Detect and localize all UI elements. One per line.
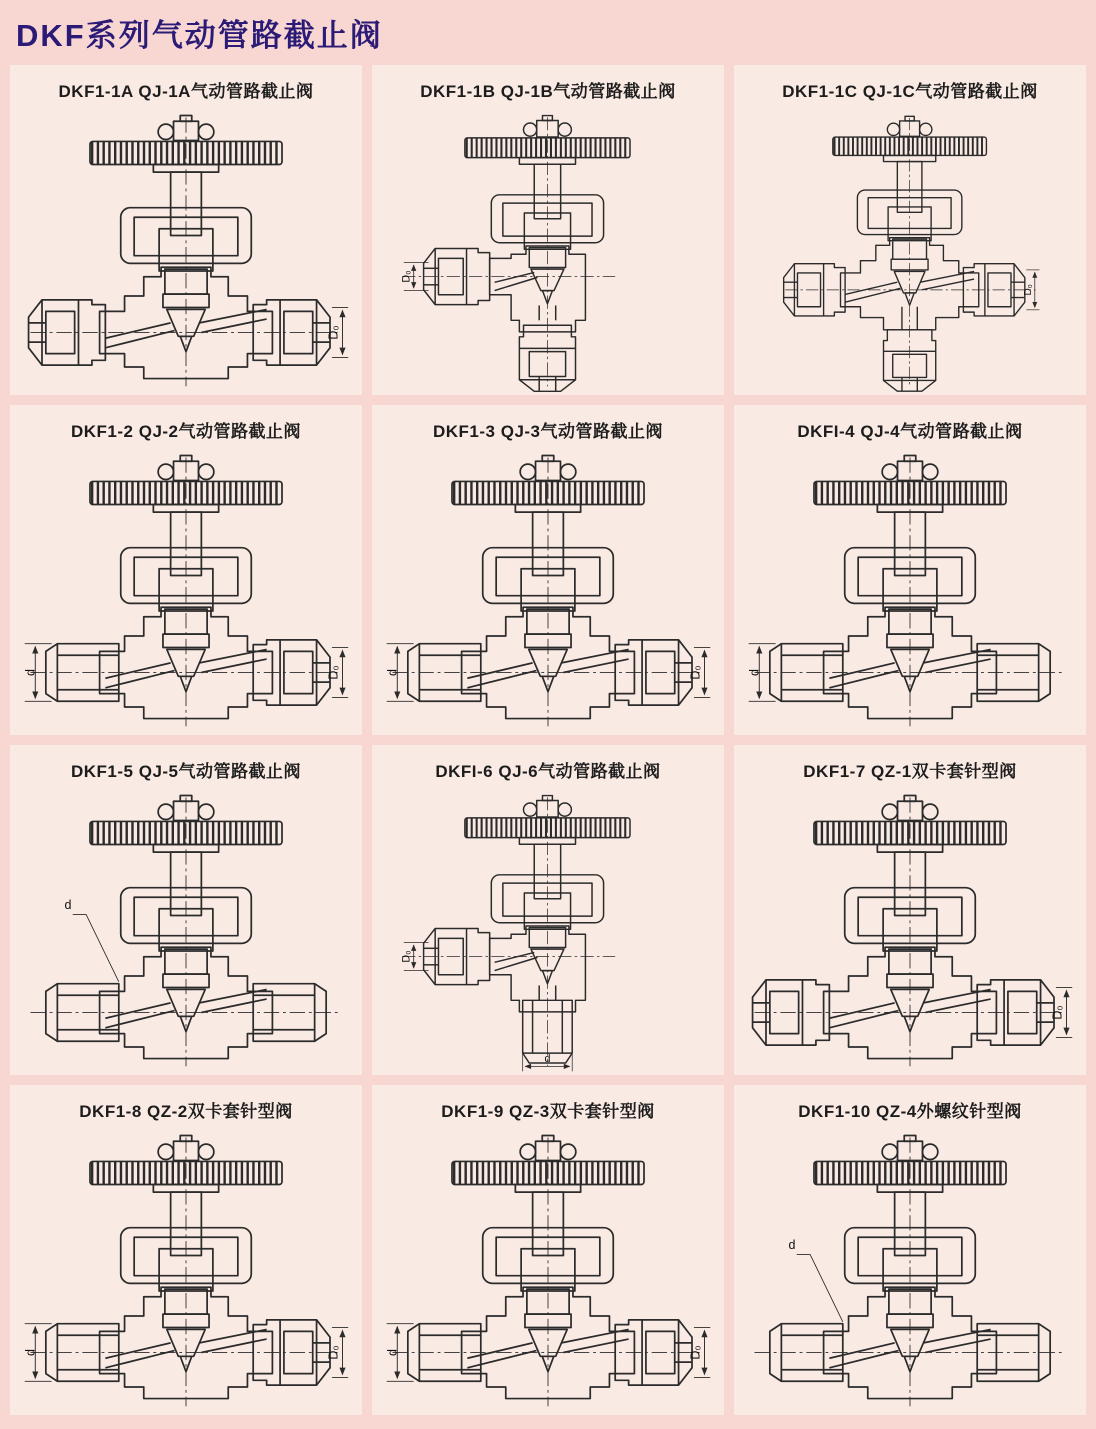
valve-drawing-angle-thread-bottom [381, 784, 715, 1072]
valve-drawing-straight-threaded [19, 784, 353, 1072]
valve-caption: DKFI-6 QJ-6气动管路截止阀 [435, 762, 661, 781]
valve-drawing-straight-threaded [743, 444, 1077, 732]
dim-label-d: d [385, 1349, 400, 1356]
valve-caption: DKF1-1C QJ-1C气动管路截止阀 [782, 82, 1038, 101]
valve-card-dkf1-1a [10, 65, 362, 395]
valve-grid [0, 59, 1096, 1425]
valve-caption: DKF1-9 QZ-3双卡套针型阀 [441, 1102, 655, 1121]
valve-caption: DKF1-5 QJ-5气动管路截止阀 [70, 762, 302, 781]
valve-card-dkf1-1c [734, 65, 1086, 395]
valve-caption: DKF1-7 QZ-1双卡套针型阀 [803, 762, 1017, 781]
dim-label-d: d [788, 1237, 796, 1252]
valve-card-dkf1-7 [734, 745, 1086, 1075]
valve-card-dkfi-4 [734, 405, 1086, 735]
valve-caption: DKF1-1B QJ-1B气动管路截止阀 [420, 82, 676, 101]
valve-card-dkf1-2 [10, 405, 362, 735]
valve-caption: DKF1-8 QZ-2双卡套针型阀 [79, 1102, 293, 1121]
dim-label-d0: D₀ [688, 665, 703, 680]
dim-label-d0: D₀ [1022, 284, 1034, 296]
dim-label-d: d [64, 897, 72, 912]
valve-card-dkf1-5 [10, 745, 362, 1075]
valve-drawing-angle-double-ferrule [381, 104, 715, 392]
dim-label-d: d [23, 669, 38, 676]
dim-label-d0: D₀ [1050, 1005, 1065, 1020]
valve-drawing-straight-thread-ferrule [19, 1124, 353, 1412]
valve-drawing-cross-double-ferrule [743, 104, 1077, 392]
valve-caption: DKF1-1A QJ-1A气动管路截止阀 [58, 82, 314, 101]
dim-label-d: d [544, 1053, 551, 1066]
valve-card-dkf1-10 [734, 1085, 1086, 1415]
valve-card-dkf1-3 [372, 405, 724, 735]
valve-drawing-straight-thread-ferrule [381, 1124, 715, 1412]
valve-drawing-straight-thread-ferrule [381, 444, 715, 732]
valve-card-dkf1-1b [372, 65, 724, 395]
valve-drawing-straight-external-thread [743, 1124, 1077, 1412]
dim-label-d: d [747, 669, 762, 676]
dim-label-d0: D₀ [326, 665, 341, 680]
valve-drawing-straight-double-ferrule [743, 784, 1077, 1072]
dim-label-d0: D₀ [400, 270, 413, 283]
valve-drawing-straight-double-ferrule [19, 104, 353, 392]
dim-label-d0: D₀ [688, 1345, 703, 1360]
dim-label-d0: D₀ [326, 325, 341, 340]
dim-label-d: d [23, 1349, 38, 1356]
valve-card-dkfi-6 [372, 745, 724, 1075]
dim-label-d0: D₀ [400, 950, 413, 963]
valve-card-dkf1-8 [10, 1085, 362, 1415]
dim-label-d: d [385, 669, 400, 676]
valve-card-dkf1-9 [372, 1085, 724, 1415]
valve-caption: DKF1-3 QJ-3气动管路截止阀 [432, 422, 664, 441]
page-title: DKF系列气动管路截止阀 [16, 18, 383, 53]
valve-caption: DKF1-2 QJ-2气动管路截止阀 [70, 422, 302, 441]
valve-drawing-straight-thread-ferrule [19, 444, 353, 732]
dim-label-d0: D₀ [326, 1345, 341, 1360]
valve-caption: DKF1-10 QZ-4外螺纹针型阀 [798, 1102, 1022, 1121]
valve-caption: DKFI-4 QJ-4气动管路截止阀 [797, 422, 1023, 441]
